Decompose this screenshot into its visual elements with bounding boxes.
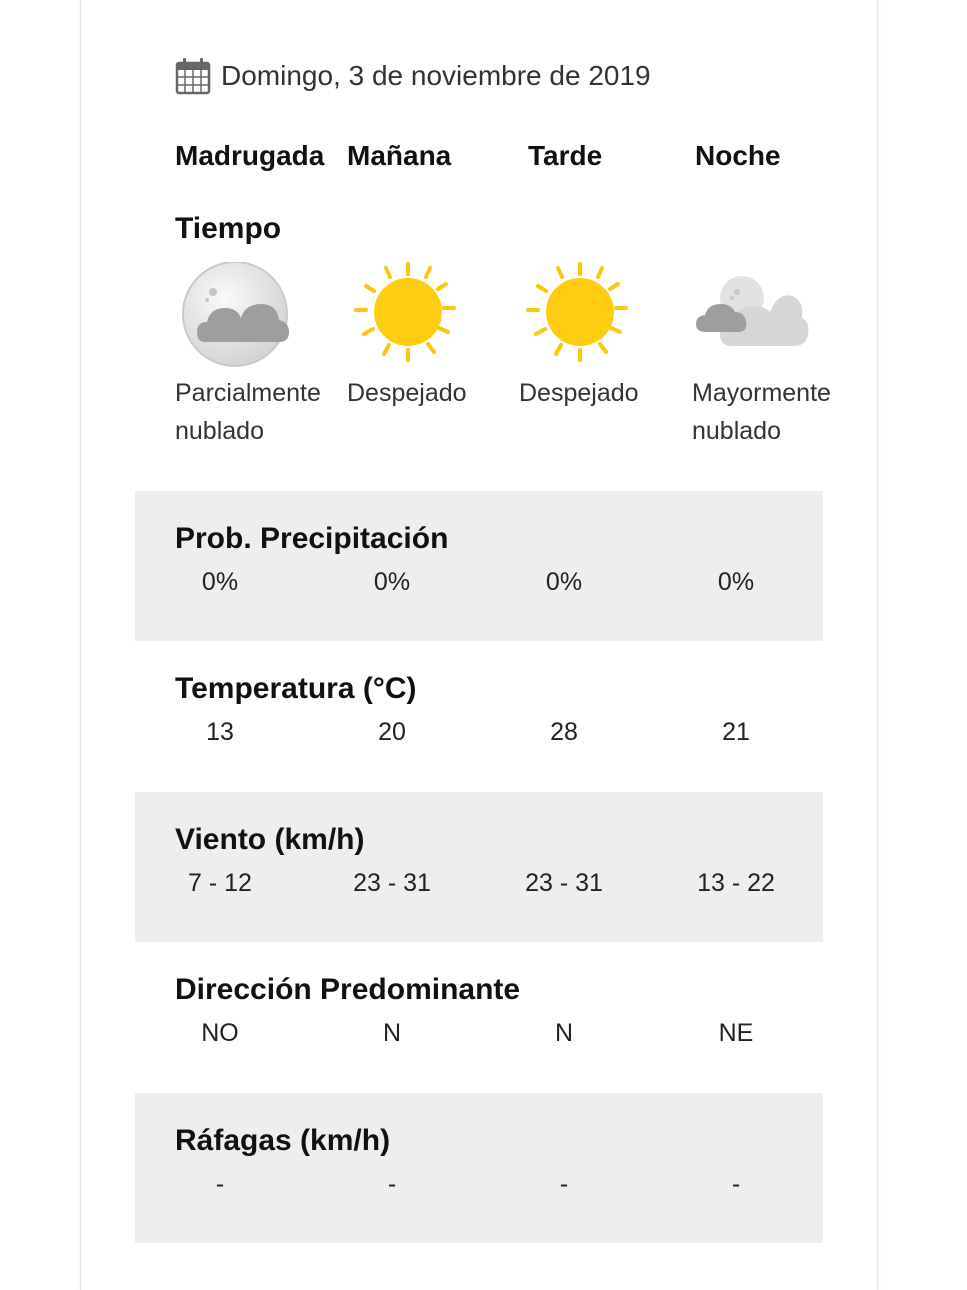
row-direction	[135, 942, 823, 1092]
weather-desc-line: Despejado	[347, 379, 467, 407]
weather-desc-tarde	[519, 374, 689, 412]
weather-desc-madrugada	[175, 374, 345, 450]
moon-cloud-icon	[175, 262, 295, 372]
period-noche: Noche	[695, 140, 781, 171]
period-manana: Mañana	[347, 140, 452, 171]
wind-value: 23 - 31	[353, 869, 431, 897]
period-headers	[0, 140, 967, 180]
row-title-wind: Viento (km/h)	[175, 823, 365, 856]
weather-desc-line: nublado	[175, 417, 264, 445]
calendar-icon	[175, 57, 211, 95]
wind-value: 7 - 12	[188, 869, 252, 897]
gust-value: -	[559, 1170, 569, 1198]
weather-title: Tiempo	[175, 212, 282, 245]
row-temperature	[135, 641, 823, 791]
date-text: Domingo, 3 de noviembre de 2019	[221, 60, 651, 91]
precip-value: 0%	[201, 568, 239, 596]
precip-value: 0%	[545, 568, 583, 596]
gust-value: -	[731, 1170, 741, 1198]
row-title-gusts: Ráfagas (km/h)	[175, 1124, 391, 1157]
precip-value: 0%	[717, 568, 755, 596]
direction-value: N	[382, 1019, 402, 1047]
period-madrugada: Madrugada	[175, 140, 325, 171]
temp-value: 28	[550, 718, 578, 746]
wind-value: 23 - 31	[525, 869, 603, 897]
temp-value: 13	[206, 718, 234, 746]
weather-desc-noche	[692, 374, 862, 450]
row-title-temperature: Temperatura (°C)	[175, 672, 417, 705]
gust-value: -	[215, 1170, 225, 1198]
weather-desc-manana	[347, 374, 517, 412]
temp-value: 21	[722, 718, 750, 746]
temp-value: 20	[378, 718, 406, 746]
weather-desc-line: nublado	[692, 417, 781, 445]
wind-value: 13 - 22	[697, 869, 775, 897]
weather-desc-line: Parcialmente	[175, 379, 321, 407]
direction-value: NE	[718, 1019, 754, 1047]
date-header	[175, 54, 651, 98]
period-tarde: Tarde	[528, 140, 603, 171]
row-title-direction: Dirección Predominante	[175, 973, 521, 1006]
direction-value: NO	[201, 1019, 239, 1047]
weather-desc-line: Mayormente	[692, 379, 831, 407]
row-title-precipitation: Prob. Precipitación	[175, 522, 449, 555]
row-gusts	[135, 1093, 823, 1243]
precip-value: 0%	[373, 568, 411, 596]
sun-icon	[520, 260, 640, 370]
row-wind	[135, 792, 823, 942]
gust-value: -	[387, 1170, 397, 1198]
direction-value: N	[554, 1019, 574, 1047]
sun-icon	[348, 260, 468, 370]
weather-desc-line: Despejado	[519, 379, 639, 407]
cloudy-night-icon	[692, 266, 812, 376]
row-precipitation	[135, 491, 823, 641]
